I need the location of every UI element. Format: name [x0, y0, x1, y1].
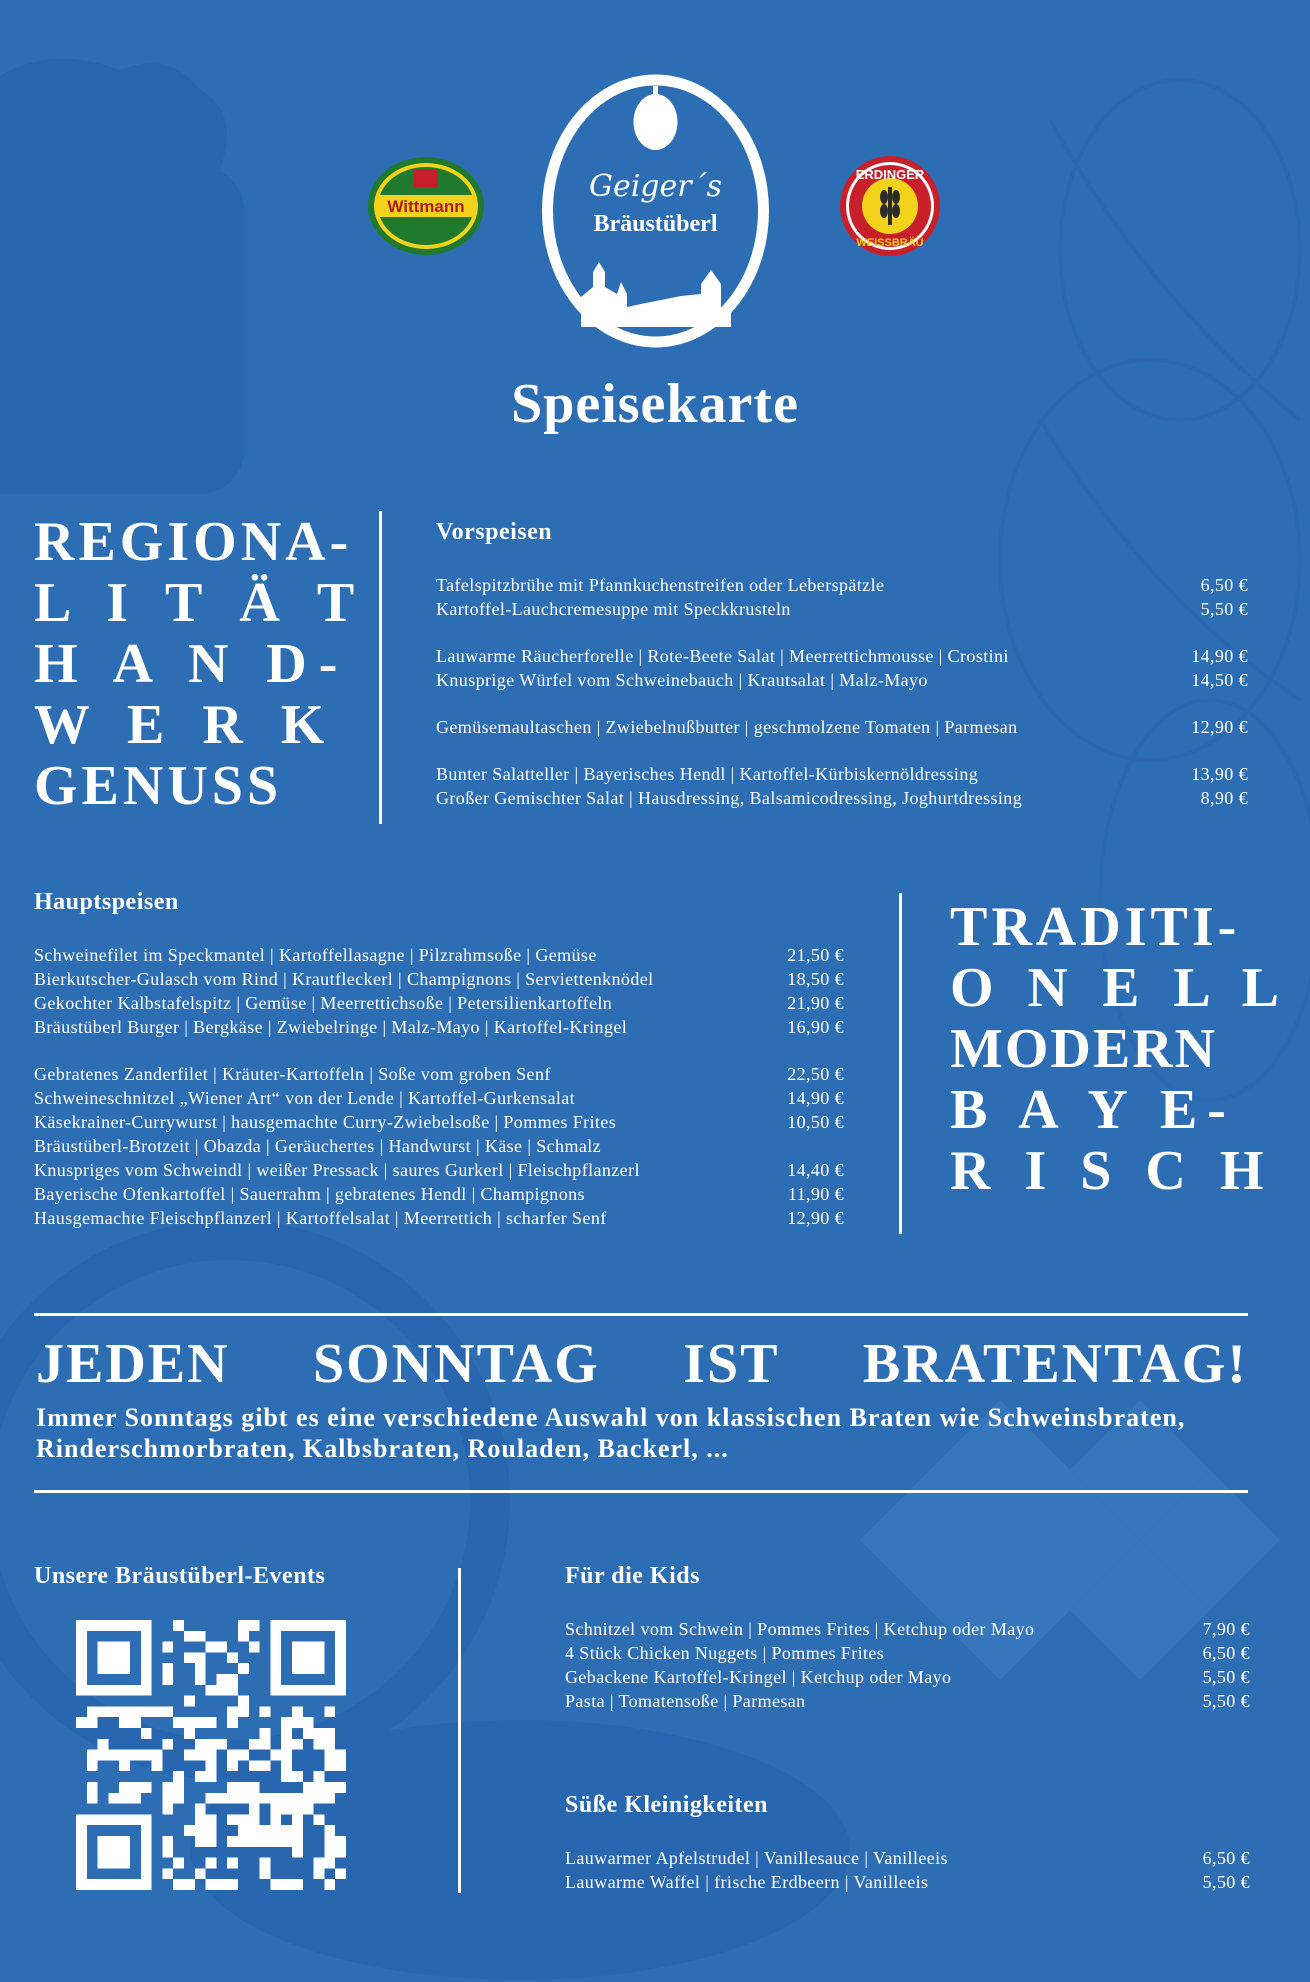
svg-text:WEISSBRÄU: WEISSBRÄU [856, 237, 924, 249]
dessert-title: Süße Kleinigkeiten [565, 1792, 769, 1818]
bratentag-headline [36, 1332, 1248, 1396]
hop-cone-icon [634, 86, 678, 150]
banner-rule-top [34, 1313, 1248, 1316]
svg-text:ERDINGER: ERDINGER [855, 167, 925, 182]
dessert-section [565, 1792, 1250, 1896]
menu-item: Tafelspitzbrühe mit Pfannkuchenstreifen oder Leberspätzle 6,50 € [436, 575, 1248, 595]
page-title: Speisekarte [511, 373, 799, 435]
vorspeisen-section [436, 519, 1248, 812]
menu-item: Lauwarmer Apfelstrudel | Vanillesauce | Vanilleeis 6,50 € [565, 1848, 1250, 1868]
kids-section [565, 1563, 1250, 1715]
bratentag-line: Immer Sonntags gibt es eine verschiedene Auswahl von klassischen Braten wie Schweinsbraten, [36, 1403, 1186, 1432]
menu-item: Gekochter Kalbstafelspitz | Gemüse | Meerrettichsoße | Petersilienkartoffeln 21,90 € [34, 993, 844, 1013]
menu-item: Bunter Salatteller | Bayerisches Hendl | Kartoffel-Kürbiskernöldressing 13,90 € [436, 764, 1248, 784]
town-silhouette-icon [581, 262, 731, 327]
kids-title: Für die Kids [565, 1563, 700, 1589]
slogan-line: TRADITI- [950, 896, 1241, 958]
menu-item: Schweineschnitzel „Wiener Art“ von der Lende | Kartoffel-Gurkensalat 14,90 € [34, 1088, 844, 1108]
brewery-logo [541, 72, 770, 350]
slogan-line: L I T Ä T [34, 572, 367, 634]
menu-item: Knusprige Würfel vom Schweinebauch | Krautsalat | Malz-Mayo 14,50 € [436, 670, 1248, 690]
menu-item: Schweinefilet im Speckmantel | Kartoffellasagne | Pilzrahmsoße | Gemüse 21,50 € [34, 945, 844, 965]
menu-item: 4 Stück Chicken Nuggets | Pommes Frites 6,50 € [565, 1643, 1250, 1663]
menu-item: Hausgemachte Fleischpflanzerl | Kartoffelsalat | Meerrettich | scharfer Senf 12,90 € [34, 1208, 844, 1228]
divider-vertical [379, 511, 382, 824]
slogan-line: B A Y E- [950, 1079, 1236, 1141]
headline-word: IST [683, 1333, 780, 1395]
bratentag-line: Rinderschmorbraten, Kalbsbraten, Rouladen, Backerl, ... [36, 1434, 729, 1463]
slogan-line: MODERN [950, 1018, 1218, 1080]
vorspeisen-title: Vorspeisen [436, 519, 553, 545]
banner-rule-bottom [34, 1490, 1248, 1493]
headline-word: JEDEN [36, 1333, 230, 1395]
headline-word: BRATENTAG! [862, 1333, 1248, 1395]
menu-item: Gebratenes Zanderfilet | Kräuter-Kartoffeln | Soße vom groben Senf 22,50 € [34, 1064, 844, 1084]
headline-word: SONNTAG [313, 1333, 600, 1395]
slogan-line: H A N D- [34, 633, 350, 695]
menu-item: Käsekrainer-Currywurst | hausgemachte Curry-Zwiebelsoße | Pommes Frites 10,50 € [34, 1112, 844, 1132]
menu-item: Schnitzel vom Schwein | Pommes Frites | Ketchup oder Mayo 7,90 € [565, 1619, 1250, 1639]
wittmann-badge-text: Wittmann [387, 197, 465, 216]
menu-item: Lauwarme Räucherforelle | Rote-Beete Salat | Meerrettichmousse | Crostini 14,90 € [436, 646, 1248, 666]
erdinger-badge [834, 155, 946, 257]
menu-item: Bierkutscher-Gulasch vom Rind | Krautfleckerl | Champignons | Serviettenknödel 18,50 € [34, 969, 844, 989]
slogan-line: O N E L L [950, 957, 1289, 1019]
menu-item: Bräustüberl Burger | Bergkäse | Zwiebelringe | Malz-Mayo | Kartoffel-Kringel 16,90 € [34, 1017, 844, 1037]
menu-item: Großer Gemischter Salat | Hausdressing, Balsamicodressing, Joghurtdressing 8,90 € [436, 788, 1248, 808]
menu-item: Gebackene Kartoffel-Kringel | Ketchup oder Mayo 5,50 € [565, 1667, 1250, 1687]
menu-item: Lauwarme Waffel | frische Erdbeern | Vanilleeis 5,50 € [565, 1872, 1250, 1892]
menu-item: Bayerische Ofenkartoffel | Sauerrahm | gebratenes Hendl | Champignons 11,90 € [34, 1184, 844, 1204]
wittmann-badge [366, 155, 486, 257]
slogan-line: W E R K [34, 694, 337, 756]
events-qr-code[interactable] [76, 1620, 346, 1890]
menu-item: Knuspriges vom Schweindl | weißer Pressack | saures Gurkerl | Fleischpflanzerl 14,40 € [34, 1160, 844, 1180]
svg-text:Geiger´s: Geiger´s [588, 169, 723, 204]
divider-vertical [458, 1568, 461, 1893]
slogan-line: GENUSS [34, 755, 283, 817]
menu-item: Gemüsemaultaschen | Zwiebelnußbutter | geschmolzene Tomaten | Parmesan 12,90 € [436, 717, 1248, 737]
divider-vertical [899, 893, 902, 1234]
right-slogan [950, 896, 1289, 1202]
hauptspeisen-title: Hauptspeisen [34, 889, 179, 915]
slogan-line: REGIONA- [34, 511, 353, 573]
events-title: Unsere Bräustüberl-Events [34, 1563, 326, 1589]
svg-text:Bräustüberl: Bräustüberl [593, 211, 718, 237]
menu-item: Kartoffel-Lauchcremesuppe mit Speckkrusteln 5,50 € [436, 599, 1248, 619]
bratentag-description [36, 1402, 1250, 1464]
menu-item: Pasta | Tomatensoße | Parmesan 5,50 € [565, 1691, 1250, 1711]
menu-item: Bräustüberl-Brotzeit | Obazda | Geräuchertes | Handwurst | Käse | Schmalz [34, 1136, 602, 1156]
left-slogan [34, 511, 367, 817]
slogan-line: R I S C H [950, 1140, 1274, 1202]
hauptspeisen-section [34, 889, 844, 1232]
